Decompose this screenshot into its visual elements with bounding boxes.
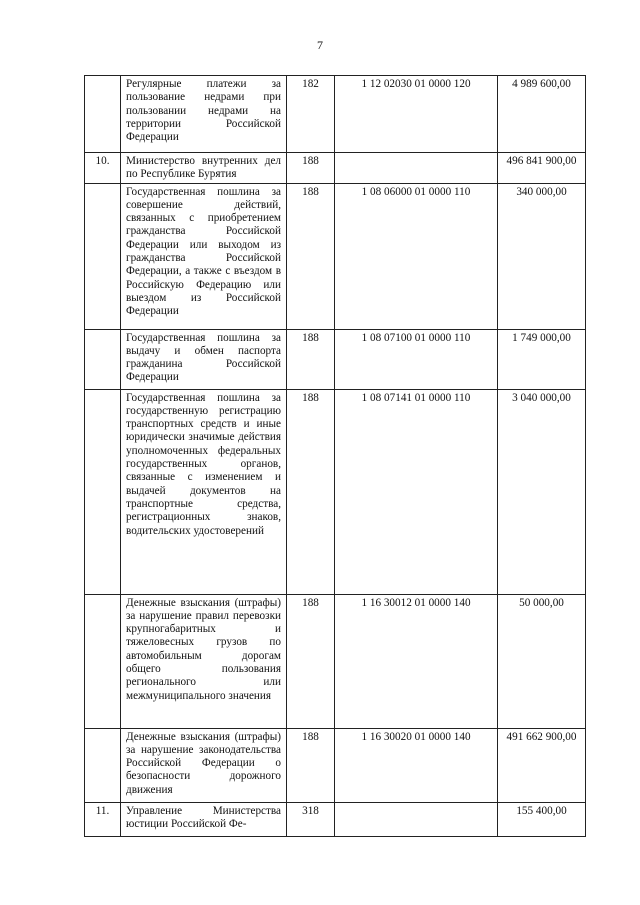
revenue-name: Денежные взыскания (штрафы) за нарушение законодательства Российской Федерации о безопасности дорожного движения [121,728,287,802]
budget-classification-code: 1 08 07100 01 0000 110 [335,329,498,389]
revenue-name: Государственная пошлина за выдачу и обмен паспорта гражданина Российской Федерации [121,329,287,389]
admin-code: 318 [287,802,335,836]
amount: 1 749 000,00 [498,329,586,389]
amount: 496 841 900,00 [498,153,586,184]
revenue-name: Управление Министерства юстиции Российской Фе- [121,802,287,836]
row-number [85,76,121,153]
table-row [85,76,586,153]
amount: 491 662 900,00 [498,728,586,802]
budget-classification-code: 1 12 02030 01 0000 120 [335,76,498,153]
row-number [85,594,121,728]
row-number: 11. [85,802,121,836]
amount: 340 000,00 [498,183,586,329]
row-number [85,183,121,329]
budget-classification-code: 1 16 30012 01 0000 140 [335,594,498,728]
table-row [85,183,586,329]
admin-code: 188 [287,728,335,802]
admin-code: 188 [287,594,335,728]
table-row [85,389,586,594]
budget-classification-code: 1 08 06000 01 0000 110 [335,183,498,329]
table-row [85,594,586,728]
revenue-table [84,75,586,837]
admin-code: 188 [287,329,335,389]
row-number: 10. [85,153,121,184]
page-number: 7 [317,38,323,52]
revenue-name: Регулярные платежи за пользование недрами при пользовании недрами на территории Российской Федерации [121,76,287,153]
budget-classification-code: 1 16 30020 01 0000 140 [335,728,498,802]
budget-classification-code: 1 08 07141 01 0000 110 [335,389,498,594]
table-row [85,329,586,389]
table-row [85,728,586,802]
table-row [85,802,586,836]
revenue-name: Государственная пошлина за государственную регистрацию транспортных средств и иные юридически значимые действия уполномоченных федеральных государственных органов, связанные с изменением и выдачей документов на транспортные средства, регистрационных знаков, водительских удостоверений [121,389,287,594]
row-number [85,329,121,389]
budget-classification-code [335,802,498,836]
amount: 50 000,00 [498,594,586,728]
row-number [85,389,121,594]
amount: 3 040 000,00 [498,389,586,594]
revenue-name: Государственная пошлина за совершение действий, связанных с приобретением гражданства Российской Федерации или выходом из гражданства Российской Федерации, а также с въездом в Российскую Федерацию или выездом из Российской Федерации [121,183,287,329]
admin-code: 188 [287,153,335,184]
admin-code: 188 [287,183,335,329]
admin-code: 188 [287,389,335,594]
admin-code: 182 [287,76,335,153]
amount: 155 400,00 [498,802,586,836]
table-row [85,153,586,184]
row-number [85,728,121,802]
revenue-name: Министерство внутренних дел по Республике Бурятия [121,153,287,184]
budget-classification-code [335,153,498,184]
revenue-name: Денежные взыскания (штрафы) за нарушение правил перевозки крупногабаритных и тяжеловесных грузов по автомобильным дорогам общего пользования регионального или межмуниципального значения [121,594,287,728]
amount: 4 989 600,00 [498,76,586,153]
